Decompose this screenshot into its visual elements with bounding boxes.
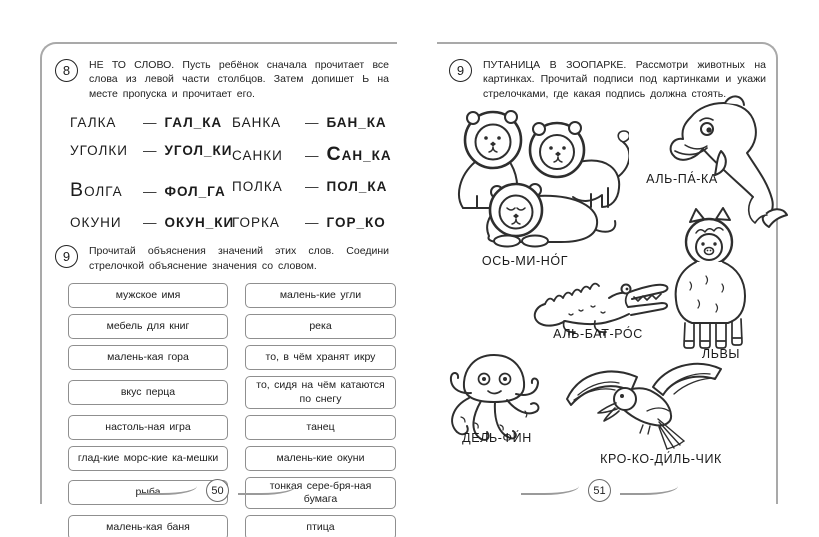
animal-label: АЛЬ-БАТ-РО́С [553,327,643,341]
word-gap: ОКУН_КИ [164,215,235,231]
lions-image [441,100,629,256]
word-gap: ГОР_КО [326,215,386,231]
word-gap: УГОЛ_КИ [164,143,233,159]
exercise-9-zoo-instructions: ПУТАНИЦА В ЗООПАРКЕ. Рассмотри животных на картинках. Прочитай подписи под картинками и укажи стрелочками, где какая подпись должна стоять. [483,59,766,100]
word-plain: ВОЛГА [70,179,123,202]
exercise-9-instructions: Прочитай объяснения значений этих слов. Соедини стрелочкой объяснение значения со словом. [89,245,389,272]
meaning-box: мебель для книг [68,314,228,339]
word-plain: САНКИ [232,148,283,164]
word-plain: УГОЛКИ [70,143,128,159]
dash: — [143,143,158,159]
exercise-8-number-badge: 8 [55,59,78,82]
meaning-box: настоль-ная игра [68,415,228,440]
page-number-circle: 50 [206,479,229,502]
word-gap: ФОЛ_ГА [164,184,226,200]
decorative-line [620,486,678,495]
word-plain: ПОЛКА [232,179,283,195]
word-gap: БАН_КА [326,115,387,131]
word-plain: ГОРКА [232,215,280,231]
word-pair [232,215,397,230]
meaning-box: то, сидя на чём катаются по снегу [245,376,396,408]
word-pair [232,179,397,202]
decorative-line [238,486,296,495]
decorative-line [139,486,197,495]
meaning-box: малень-кая баня [68,515,228,537]
page-number-51 [521,479,678,502]
page-number-circle: 51 [588,479,611,502]
meaning-box: рыба [68,480,228,505]
meaning-box: птица [245,515,396,537]
exercise-8-header [55,58,389,101]
animal-label: ДЕЛЬ-ФИ́Н [462,431,532,445]
word-gap: САН_КА [326,143,392,166]
meaning-box: то, в чём хранят икру [245,345,396,370]
decorative-line [521,486,579,495]
dash: — [305,215,320,231]
word-plain: ГАЛКА [70,115,117,131]
exercise-9-number-badge: 9 [55,245,78,268]
dash: — [143,115,158,131]
word-pair [70,115,232,130]
animal-label: КРО-КО-ДИ́ЛЬ-ЧИК [600,452,722,466]
animal-label: ОСЬ-МИ-НО́Г [481,254,569,268]
meaning-box: тонкая сере-бря-ная бумага [245,477,396,509]
exercise-8-instructions: НЕ ТО СЛОВО. Пусть ребёнок сначала прочитает все слова из левой части столбцов. Затем допишет Ь на месте пропуска и прочитает его. [89,59,389,100]
dash: — [305,115,320,131]
meaning-box: танец [245,415,396,440]
word-pair [70,215,235,231]
word-pair [232,143,397,166]
word-plain: ОКУНИ [70,215,122,231]
meaning-box: глад-кие морс-кие ка-мешки [68,446,228,471]
word-pairs [70,115,397,230]
meaning-box: малень-кая гора [68,345,228,370]
meaning-box: река [245,314,396,339]
word-pair [232,115,397,130]
animal-label: АЛЬ-ПА́-КА [646,172,718,186]
meaning-box: вкус перца [68,380,228,405]
word-gap: ПОЛ_КА [326,179,388,195]
word-gap: ГАЛ_КА [164,115,223,131]
word-pair [70,143,232,166]
dash: — [305,179,320,195]
meaning-box: малень-кие угли [245,283,396,308]
word-pair [70,179,232,202]
meaning-box: мужское имя [68,283,228,308]
dash: — [143,215,158,231]
page-number-50 [139,479,296,502]
meaning-box: малень-кие окуни [245,446,396,471]
page-50 [40,42,397,533]
exercise-9-left-header [55,244,389,273]
alpaca-image [652,206,766,354]
exercise-9-number-badge: 9 [449,59,472,82]
dash: — [305,148,320,164]
seagull-image [561,359,729,455]
dash: — [143,184,158,200]
animal-label: ЛЬВЫ [701,347,741,361]
word-plain: БАНКА [232,115,282,131]
